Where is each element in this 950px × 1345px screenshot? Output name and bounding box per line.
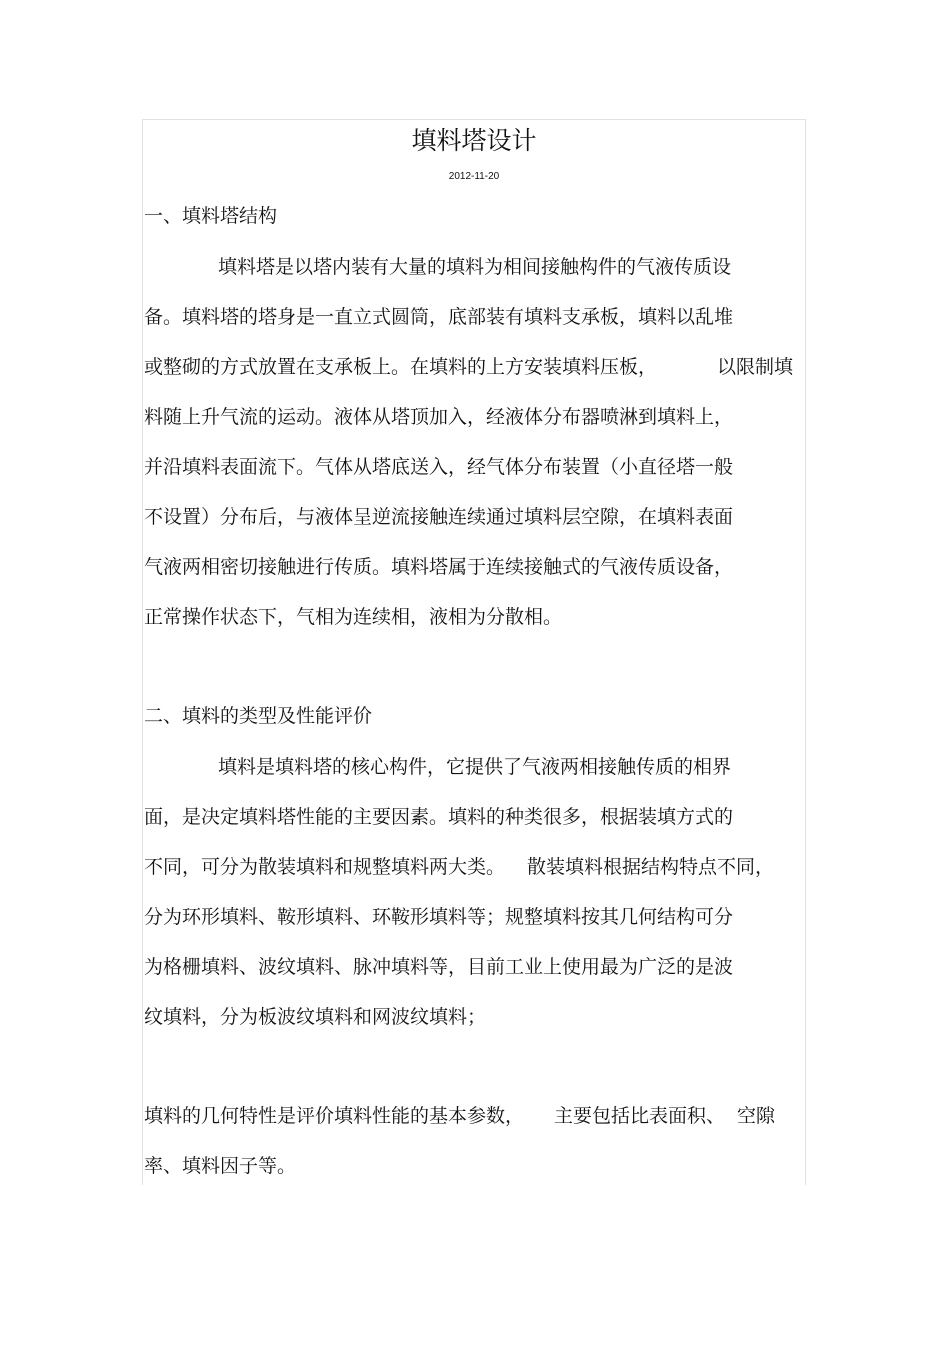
- paragraph-line-part: 或整砌的方式放置在支承板上。在填料的上方安装填料压板，: [144, 356, 658, 378]
- paragraph-line-part: 不同，可分为散装填料和规整填料两大类。: [144, 856, 506, 878]
- paragraph-line-part: 散装填料根据结构特点不同，: [527, 856, 775, 878]
- paragraph-line-part: 空隙: [737, 1105, 776, 1127]
- paragraph-line: 纹填料，分为板波纹填料和网波纹填料；: [144, 1006, 487, 1028]
- paragraph-line: 为格栅填料、波纹填料、脉冲填料等，目前工业上使用最为广泛的是波: [144, 956, 734, 978]
- paragraph-line: [144, 854, 774, 880]
- section-heading-structure: 一、填料塔结构: [144, 205, 278, 227]
- paragraph-line: 气液两相密切接触进行传质。填料塔属于连续接触式的气液传质设备，: [144, 556, 734, 578]
- paragraph-line: 面，是决定填料塔性能的主要因素。填料的种类很多，根据装填方式的: [144, 806, 734, 828]
- paragraph-line-part: 主要包括比表面积、: [554, 1105, 726, 1127]
- paragraph-line-part: 以限制填: [717, 356, 794, 378]
- paragraph-line: 填料塔是以塔内装有大量的填料为相间接触构件的气液传质设: [218, 256, 732, 278]
- paragraph-line: 不设置）分布后，与液体呈逆流接触连续通过填料层空隙，在填料表面: [144, 506, 734, 528]
- paragraph-line: 备。填料塔的塔身是一直立式圆筒，底部装有填料支承板，填料以乱堆: [144, 306, 734, 328]
- paragraph-line: 分为环形填料、鞍形填料、环鞍形填料等；规整填料按其几何结构可分: [144, 906, 734, 928]
- paragraph-line: 正常操作状态下，气相为连续相，液相为分散相。: [144, 606, 563, 628]
- section-heading-packing-types: 二、填料的类型及性能评价: [144, 705, 373, 727]
- document-date: 2012-11-20: [448, 171, 500, 182]
- paragraph-line: [144, 354, 793, 380]
- document-title: 填料塔设计: [411, 126, 537, 155]
- paragraph-line: 率、填料因子等。: [144, 1155, 297, 1177]
- paragraph-line-part: 填料的几何特性是评价填料性能的基本参数，: [144, 1105, 525, 1127]
- paragraph-line: 填料是填料塔的核心构件，它提供了气液两相接触传质的相界: [218, 756, 732, 778]
- paragraph-line: 并沿填料表面流下。气体从塔底送入，经气体分布装置（小直径塔一般: [144, 456, 734, 478]
- paragraph-line: 料随上升气流的运动。液体从塔顶加入，经液体分布器喷淋到填料上，: [144, 406, 734, 428]
- paragraph-line: [144, 1103, 775, 1129]
